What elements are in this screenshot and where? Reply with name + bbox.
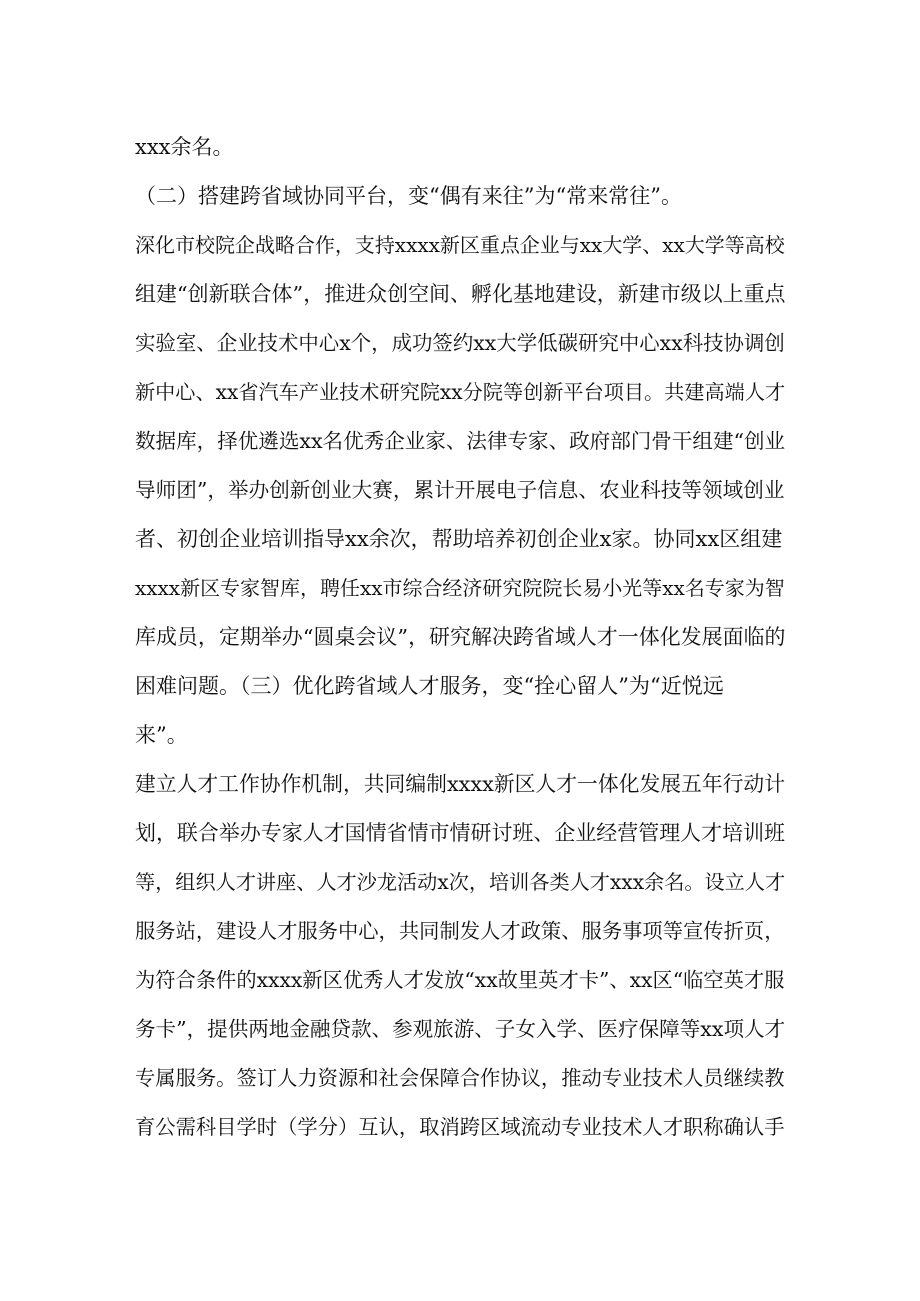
text-line-5: 实验室、企业技术中心x个，成功签约xx大学低碳研究中心xx科技协调创 bbox=[135, 331, 785, 355]
text-line-10: xxxx新区专家智库，聘任xx市综合经济研究院院长易小光等xx名专家为智 bbox=[135, 576, 785, 600]
text-line-9: 者、初创企业培训指导xx余次，帮助培养初创企业x家。协同xx区组建 bbox=[135, 527, 783, 551]
text-line-13: 来”。 bbox=[135, 723, 188, 747]
text-line-11: 库成员，定期举办“圆桌会议”，研究解决跨省域人才一体化发展面临的 bbox=[135, 625, 786, 649]
text-line-15: 划，联合举办专家人才国情省情市情研讨班、企业经营管理人才培训班 bbox=[135, 821, 786, 845]
text-line-16: 等，组织人才讲座、人才沙龙活动x次，培训各类人才xxx余名。设立人才 bbox=[135, 870, 786, 894]
text-line-14: 建立人才工作协作机制，共同编制xxxx新区人才一体化发展五年行动计 bbox=[135, 772, 786, 796]
text-line-21: 育公需科目学时（学分）互认，取消跨区域流动专业技术人才职称确认手 bbox=[135, 1115, 785, 1139]
text-line-4: 组建“创新联合体”，推进众创空间、孵化基地建设，新建市级以上重点 bbox=[135, 282, 786, 306]
text-line-18: 为符合条件的xxxx新区优秀人才发放“xx故里英才卡”、xx区“临空英才服 bbox=[135, 968, 785, 992]
text-line-6: 新中心、xx省汽车产业技术研究院xx分院等创新平台项目。共建高端人才 bbox=[135, 380, 786, 404]
text-line-17: 服务站，建设人才服务中心，共同制发人才政策、服务事项等宣传折页， bbox=[135, 919, 785, 943]
text-line-8: 导师团”，举办创新创业大赛，累计开展电子信息、农业科技等领域创业 bbox=[135, 478, 785, 502]
text-line-12: 困难问题。（三）优化跨省域人才服务，变“拴心留人”为“近悦远 bbox=[135, 674, 724, 698]
section-heading-2: （二）搭建跨省域协同平台，变“偶有来往”为“常来常往”。 bbox=[135, 184, 682, 208]
text-line-19: 务卡”，提供两地金融贷款、参观旅游、子女入学、医疗保障等xx项人才 bbox=[135, 1017, 786, 1041]
text-line-7: 数据库，择优遴选xx名优秀企业家、法律专家、政府部门骨干组建“创业 bbox=[135, 429, 786, 453]
text-line-20: 专属服务。签订人力资源和社会保障合作协议，推动专业技术人员继续教 bbox=[135, 1066, 785, 1090]
text-line-3: 深化市校院企战略合作，支持xxxx新区重点企业与xx大学、xx大学等高校 bbox=[135, 233, 785, 257]
text-line-1: xxx余名。 bbox=[135, 135, 234, 159]
